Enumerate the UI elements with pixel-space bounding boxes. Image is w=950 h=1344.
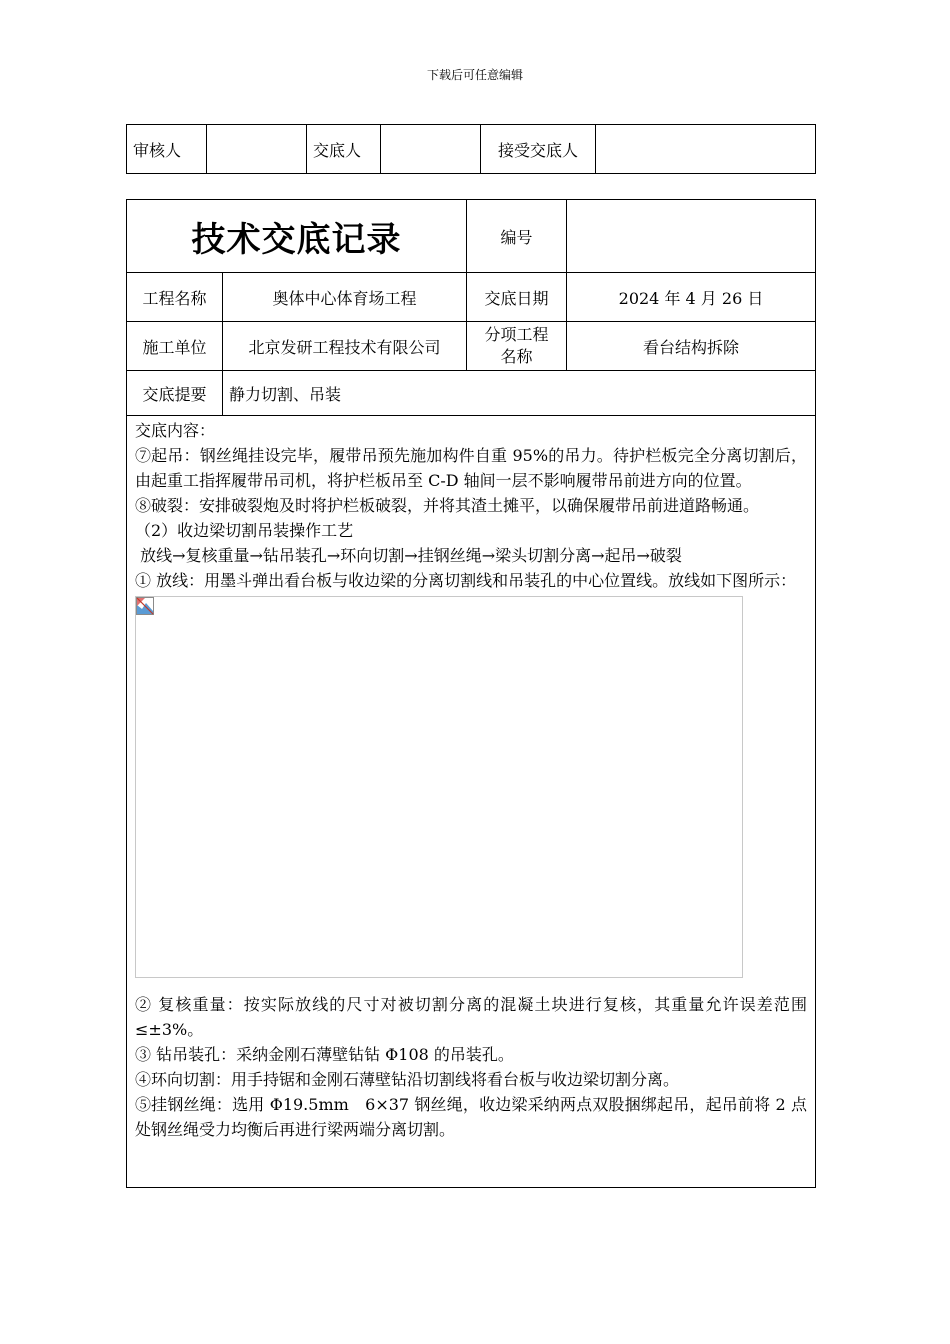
- contractor-value: 北京发研工程技术有限公司: [223, 322, 467, 371]
- date-value: 2024 年 4 月 26 日: [567, 273, 816, 322]
- content-paragraph: ⑤挂钢丝绳：选用 Φ19.5mm 6×37 钢丝绳，收边梁采纳两点双股捆绑起吊，起吊前将 2 点处钢丝绳受力均衡后再进行梁两端分离切割。: [135, 1095, 807, 1139]
- briefing-content: [127, 416, 816, 1188]
- number-value[interactable]: [567, 200, 816, 273]
- content-paragraph: 放线→复核重量→钻吊装孔→环向切割→挂钢丝绳→梁头切割分离→起吊→破裂: [135, 546, 682, 565]
- project-name-value: 奥体中心体育场工程: [223, 273, 467, 322]
- layout-figure-placeholder: [135, 596, 743, 978]
- subproject-label-line2: 名称: [500, 347, 533, 366]
- reviewer-label: 审核人: [127, 125, 207, 174]
- subproject-label: [467, 322, 567, 371]
- content-paragraph: ⑦起吊：钢丝绳挂设完毕，履带吊预先施加构件自重 95%的吊力。待护栏板完全分离切割后，由起重工指挥履带吊司机，将护栏板吊至 C-D 轴间一层不影响履带吊前进方向的位置。: [135, 446, 807, 490]
- subproject-label-line1: 分项工程: [484, 325, 549, 344]
- contractor-label: 施工单位: [127, 322, 223, 371]
- broken-image-icon: [136, 597, 154, 615]
- content-paragraph: ② 复核重量：按实际放线的尺寸对被切割分离的混凝土块进行复核，其重量允许误差范围≤±3%。: [135, 995, 807, 1039]
- project-name-label: 工程名称: [127, 273, 223, 322]
- receiver-value[interactable]: [596, 125, 816, 174]
- subproject-value: 看台结构拆除: [567, 322, 816, 371]
- receiver-label: 接受交底人: [481, 125, 596, 174]
- sign-off-table: [126, 124, 816, 174]
- tech-briefing-table: [126, 199, 816, 1188]
- summary-value: 静力切割、吊装: [223, 371, 816, 416]
- content-paragraph: ③ 钻吊装孔：采纳金刚石薄壁钻钻 Φ108 的吊装孔。: [135, 1045, 514, 1064]
- header-note: 下载后可任意编辑: [426, 68, 523, 82]
- content-paragraph: ④环向切割：用手持锯和金刚石薄壁钻沿切割线将看台板与收边梁切割分离。: [135, 1070, 680, 1089]
- presenter-label: 交底人: [307, 125, 381, 174]
- content-paragraph: ① 放线：用墨斗弹出看台板与收边梁的分离切割线和吊装孔的中心位置线。放线如下图所示：: [135, 571, 797, 590]
- summary-label: 交底提要: [127, 371, 223, 416]
- content-heading: 交底内容：: [135, 421, 216, 440]
- content-paragraph: ⑧破裂：安排破裂炮及时将护栏板破裂，并将其渣土摊平，以确保履带吊前进道路畅通。: [135, 496, 760, 515]
- reviewer-value[interactable]: [207, 125, 307, 174]
- date-label: 交底日期: [467, 273, 567, 322]
- presenter-value[interactable]: [381, 125, 481, 174]
- record-title: 技术交底记录: [127, 200, 467, 273]
- content-paragraph: （2）收边梁切割吊装操作工艺: [135, 521, 354, 540]
- number-label: 编号: [467, 200, 567, 273]
